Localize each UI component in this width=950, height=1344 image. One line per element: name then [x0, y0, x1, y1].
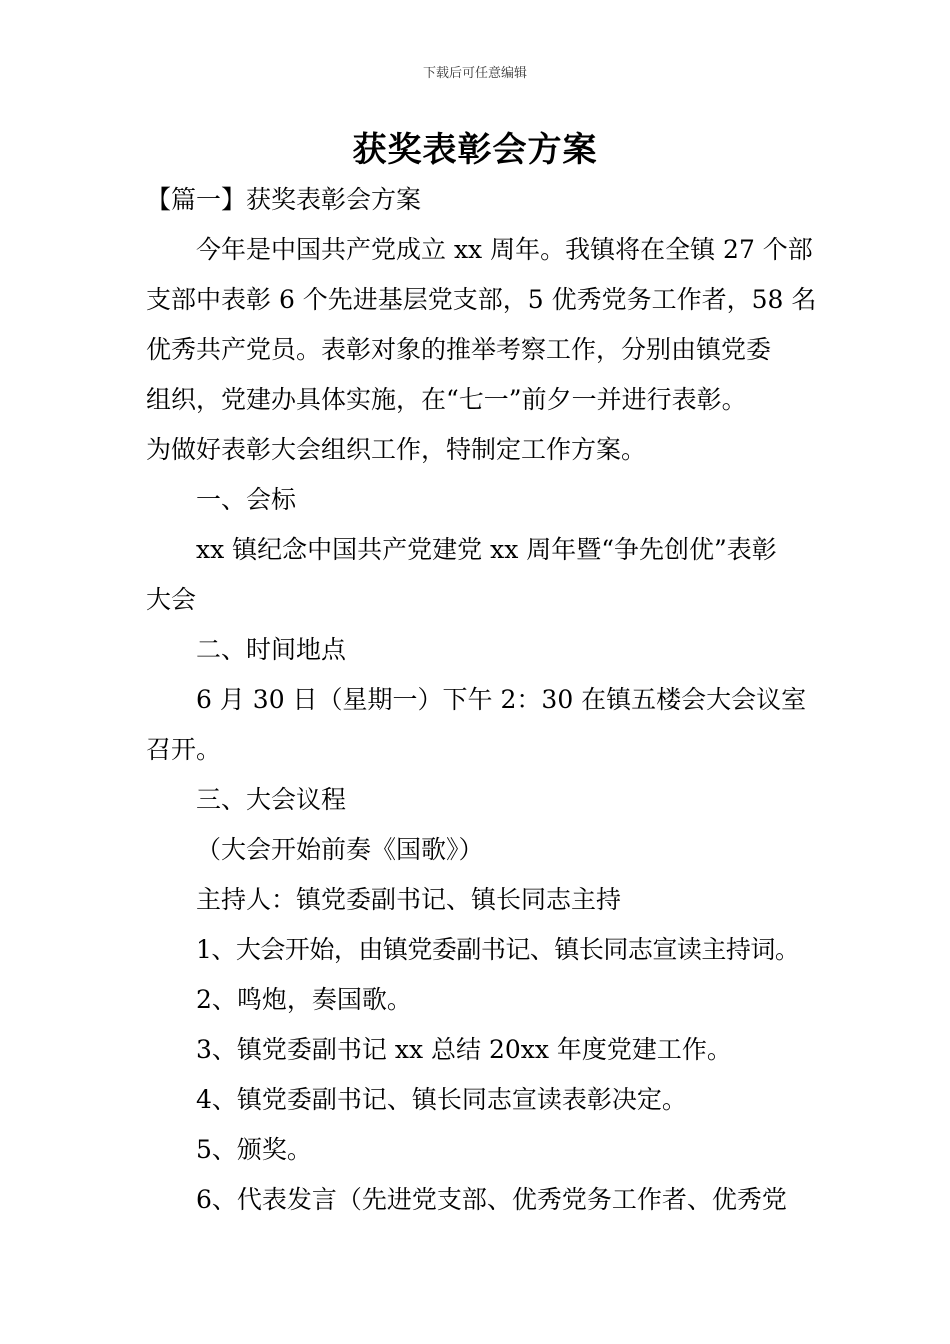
paragraph-line: 6 月 30 日（星期一）下午 2：30 在镇五楼会大会议室: [196, 685, 807, 714]
paragraph-line: 优秀共产党员。表彰对象的推举考察工作，分别由镇党委: [146, 335, 772, 364]
paragraph-line: 大会: [146, 585, 197, 614]
paragraph-line: 召开。: [146, 735, 222, 764]
agenda-item: 3、镇党委副书记 xx 总结 20xx 年度党建工作。: [196, 1035, 732, 1064]
paragraph-line: 组织，党建办具体实施，在“七一”前夕一并进行表彰。: [146, 385, 747, 414]
agenda-item: 4、镇党委副书记、镇长同志宣读表彰决定。: [196, 1085, 687, 1114]
paragraph-line: 今年是中国共产党成立 xx 周年。我镇将在全镇 27 个部: [196, 235, 813, 264]
paragraph-line: 支部中表彰 6 个先进基层党支部，5 优秀党务工作者，58 名: [146, 285, 817, 314]
paragraph-line: 为做好表彰大会组织工作，特制定工作方案。: [146, 435, 647, 464]
agenda-item: 1、大会开始，由镇党委副书记、镇长同志宣读主持词。: [196, 935, 800, 964]
agenda-item: 5、颁奖。: [196, 1135, 312, 1164]
paragraph-line: xx 镇纪念中国共产党建党 xx 周年暨“争先创优”表彰: [196, 535, 777, 564]
subheading: 一、会标: [196, 485, 297, 514]
document-body: [146, 175, 817, 1225]
subheading: 二、时间地点: [196, 635, 347, 664]
subheading: 三、大会议程: [196, 785, 347, 814]
agenda-item: 6、代表发言（先进党支部、优秀党务工作者、优秀党: [196, 1185, 787, 1214]
header-note: 下载后可任意编辑: [422, 66, 527, 81]
paragraph-line: 主持人：镇党委副书记、镇长同志主持: [196, 885, 622, 914]
paragraph-line: （大会开始前奏《国歌》）: [196, 835, 484, 864]
section-heading: 【篇一】获奖表彰会方案: [146, 185, 422, 214]
agenda-item: 2、鸣炮，奏国歌。: [196, 985, 412, 1014]
document-title: 获奖表彰会方案: [352, 130, 598, 170]
